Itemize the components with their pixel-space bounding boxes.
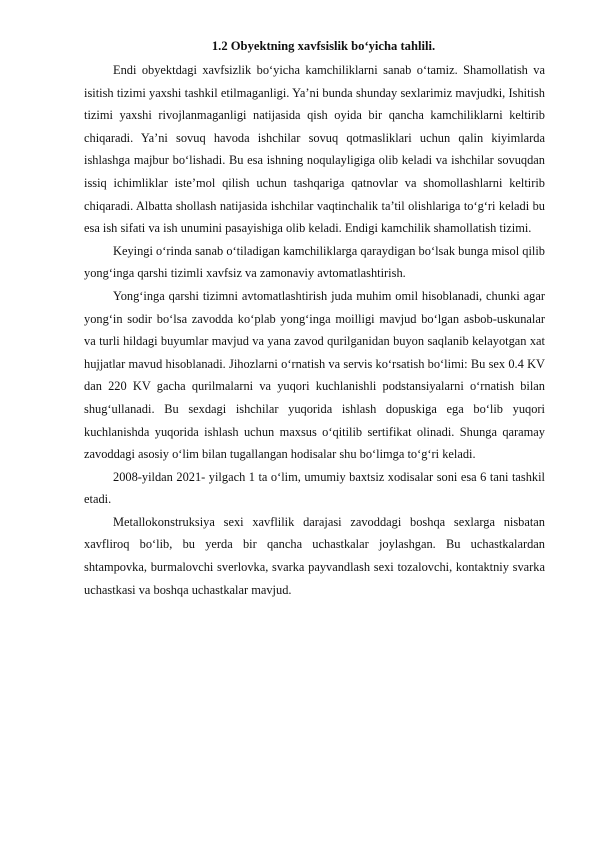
section-heading: 1.2 Obyektning xavfsislik bo‘yicha tahlili.: [211, 39, 436, 53]
paragraph: Endi obyektdagi xavfsizlik bo‘yicha kamchiliklarni sanab o‘tamiz. Shamollatish va isitish tizimi yaxshi tashkil etilmaganligi. Ya’ni bunda shunday sexlarimiz mavjudki, Ishitish tizimi yaxshi rivojlanmaganligi natijasida qish oyida bir qancha kamchiliklarni keltirib chiqaradi. Ya’ni sovuq havoda ishchilar sovuq qotmasliklari uchun qalin kiyimlarda ishlashga majbur bo‘lishadi. Bu esa ishning noqulayligiga olib keladi va ishchilar sovuqdan issiq ichimliklar iste’mol qilish uchun tashqariga qatnovlar va shomollashlarni keltirib chiqaradi. Albatta shollash natijasida ishchilar vaqtinchalik ta’til olishlariga to‘g‘ri keladi bu esa ish sifati va ish unumini pasayishiga olib keladi. Endigi kamchilik shamollatish tizimi.: [84, 63, 545, 236]
paragraph: Metallokonstruksiya sexi xavflilik darajasi zavoddagi boshqa sexlarga nisbatan xavfliroq bo‘lib, bu yerda bir qancha uchastkalar joylashgan. Bu uchastkalardan shtampovka, burmalovchi sverlovka, svarka payvandlash sexi tozalovchi, kontaktniy svarka uchastkasi va boshqa uchastkalar mavjud.: [84, 514, 545, 597]
document-page: [84, 37, 545, 601]
paragraph: Keyingi o‘rinda sanab o‘tiladigan kamchiliklarga qaraydigan bo‘lsak bunga misol qilib yong‘inga qarshi tizimli xavfsiz va zamonaviy avtomatlashtirish.: [84, 243, 545, 281]
paragraph: 2008-yildan 2021- yilgach 1 ta o‘lim, umumiy baxtsiz xodisalar soni esa 6 tani tashkil etadi.: [84, 469, 545, 507]
paragraph: Yong‘inga qarshi tizimni avtomatlashtirish juda muhim omil hisoblanadi, chunki agar yong‘in sodir bo‘lsa zavodda ko‘plab yong‘inga moilligi mavjud bo‘lgan asbob-uskunalar va turli hildagi buyumlar mavjud va yana zavod qurilganidan buyon saqlanib kelayotgan xat hujjatlar mavud hisoblanadi. Jihozlarni o‘rnatish va servis ko‘rsatish bo‘limi: Bu sex 0.4 KV dan 220 KV gacha qurilmalarni va yuqori kuchlanishli podstansiyalarni o‘rnatish bilan shug‘ullanadi. Bu sexdagi ishchilar yuqorida ishlash dopuskiga ega bo‘lib yuqori kuchlanishda yuqorida ishlash uchun maxsus o‘qitilib sertifikat olinadi. Shunga qaramay zavoddagi asosiy o‘lim bilan tugallangan hodisalar shu bo‘limga to‘g‘ri keladi.: [84, 288, 545, 462]
